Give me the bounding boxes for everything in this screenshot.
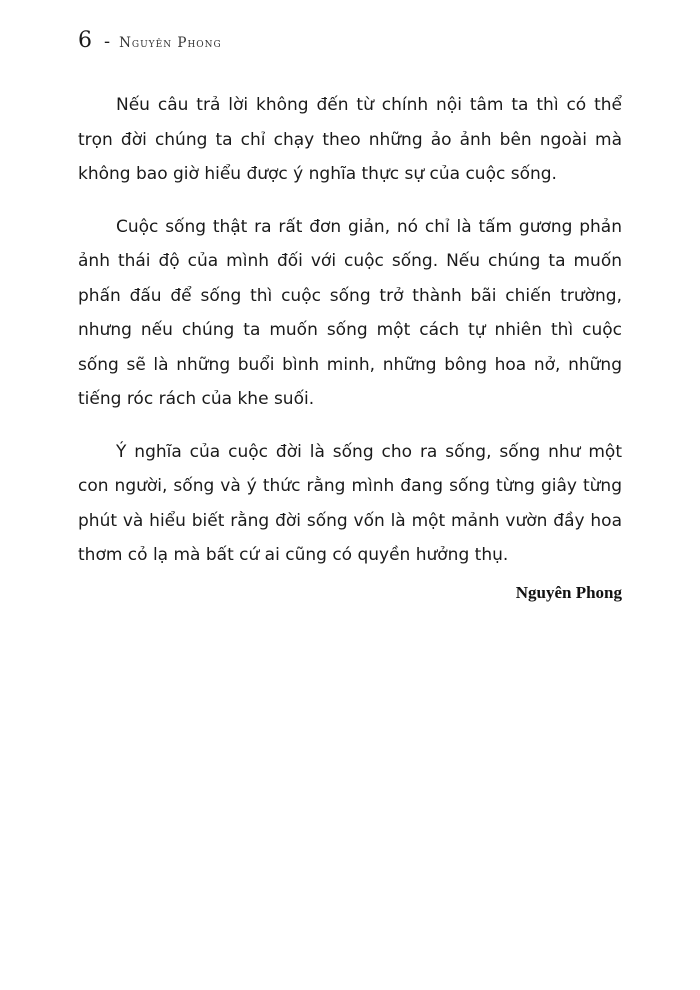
paragraph-1: Nếu câu trả lời không đến từ chính nội tâm ta thì có thể trọn đời chúng ta chỉ chạy theo những ảo ảnh bên ngoài mà không bao giờ hiểu được ý nghĩa thực sự của cuộc sống. bbox=[78, 95, 622, 184]
running-head-author: Nguyên Phong bbox=[119, 35, 222, 51]
body-text bbox=[78, 88, 622, 607]
paragraph-3: Ý nghĩa của cuộc đời là sống cho ra sống, sống như một con người, sống và ý thức rằng mình đang sống từng giây từng phút và hiểu biết rằng đời sống vốn là một mảnh vườn đầy hoa thơm cỏ lạ mà bất cứ ai cũng có quyền hưởng thụ. bbox=[78, 441, 622, 565]
page-number: 6 bbox=[78, 28, 92, 53]
paragraph-2: Cuộc sống thật ra rất đơn giản, nó chỉ là tấm gương phản ảnh thái độ của mình đối với cuộc sống. Nếu chúng ta muốn phấn đấu để sống thì cuộc sống trở thành bãi chiến trường, nhưng nếu chúng ta muốn sống một cách tự nhiên thì cuộc sống sẽ là những buổi bình minh, những bông hoa nở, những tiếng róc rách của khe suối. bbox=[78, 216, 622, 409]
running-head bbox=[78, 28, 222, 64]
running-head-separator: - bbox=[104, 31, 111, 52]
signature: Nguyên Phong bbox=[515, 582, 622, 602]
